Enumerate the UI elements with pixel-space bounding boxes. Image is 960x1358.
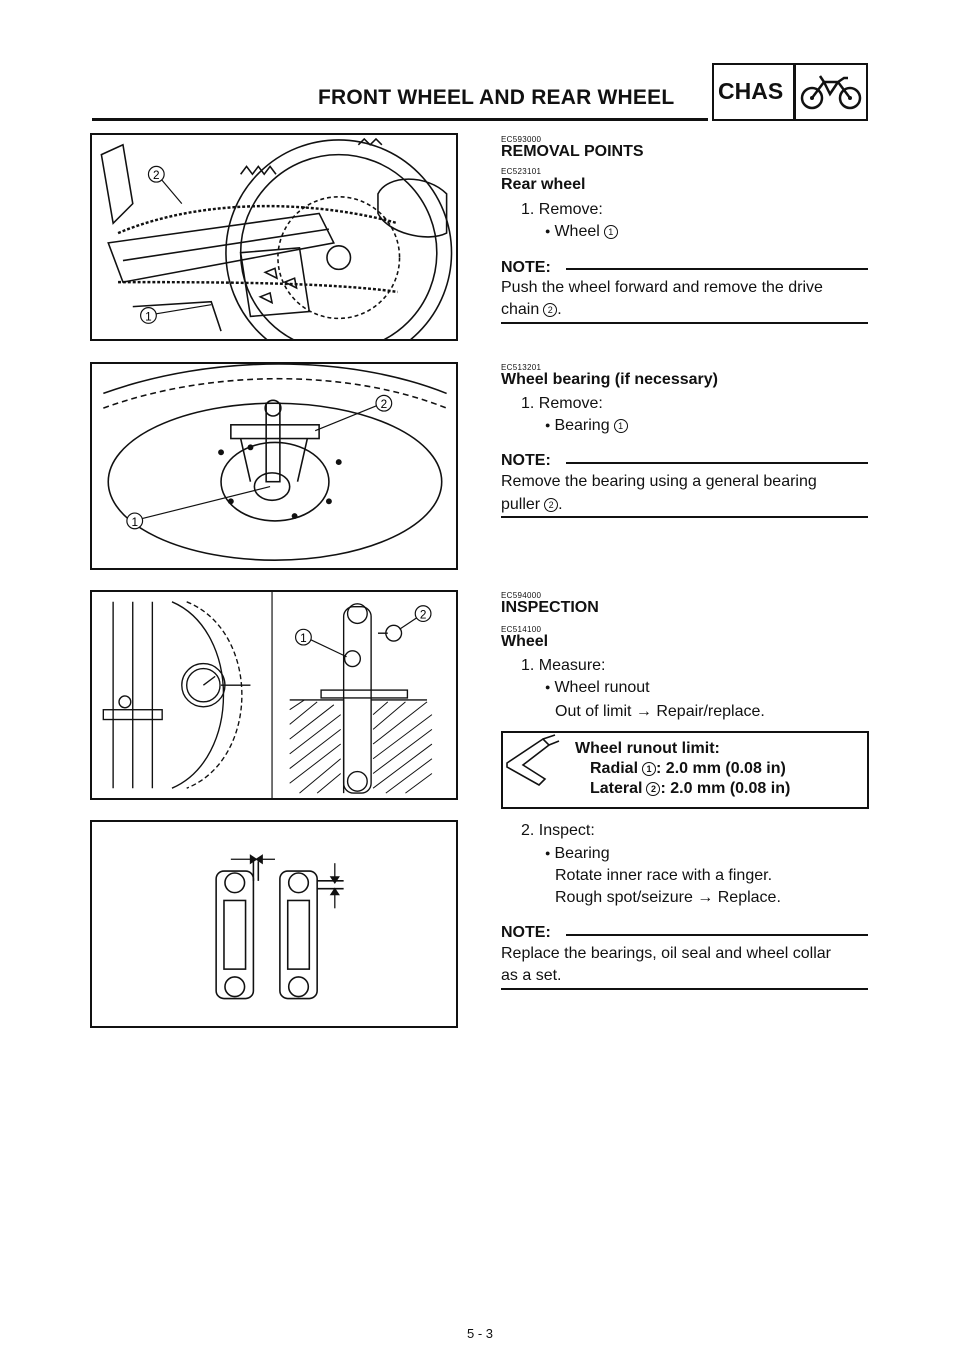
section-heading: INSPECTION xyxy=(501,599,599,616)
section-heading: REMOVAL POINTS xyxy=(501,143,644,160)
callout-1: 1 xyxy=(300,632,307,646)
subsection-code: EC514100 xyxy=(501,625,542,634)
note-label: NOTE: xyxy=(501,924,551,941)
figure-runout-measurement xyxy=(90,590,458,800)
note-rule xyxy=(566,462,868,464)
note-text: chain 2 . xyxy=(501,301,562,318)
spec-lateral: Lateral 2 : 2.0 mm (0.08 in) xyxy=(590,780,791,797)
spec-radial: Radial 1 : 2.0 mm (0.08 in) xyxy=(590,760,786,777)
header-rule xyxy=(92,118,708,121)
note-text: puller 2 . xyxy=(501,496,563,513)
callout-2: 2 xyxy=(380,398,388,412)
step-result: Out of limit → Repair/replace. xyxy=(555,703,765,720)
callout-1: 1 xyxy=(145,310,152,324)
note-rule xyxy=(566,268,868,270)
note-end-rule xyxy=(501,516,868,518)
caliper-icon xyxy=(503,733,561,807)
figure-rear-wheel-removal xyxy=(90,133,458,341)
step-text: 1. Remove: xyxy=(521,395,603,412)
step-item: ● Bearing 1 xyxy=(545,417,628,435)
step-result: Rotate inner race with a finger. xyxy=(555,867,773,884)
figure-bearing-puller xyxy=(90,362,458,570)
spec-title: Wheel runout limit: xyxy=(575,740,720,757)
subsection-heading: Wheel bearing (if necessary) xyxy=(501,371,718,388)
note-rule xyxy=(566,934,868,936)
step-text: 2. Inspect: xyxy=(521,822,595,839)
note-text: Replace the bearings, oil seal and wheel collar xyxy=(501,945,831,962)
note-text: as a set. xyxy=(501,967,562,984)
step-item: ● Wheel runout xyxy=(545,679,650,697)
page-title: FRONT WHEEL AND REAR WHEEL xyxy=(318,86,675,109)
section-code: EC594000 xyxy=(501,591,542,600)
note-text: Remove the bearing using a general bearing xyxy=(501,473,817,490)
callout-2: 2 xyxy=(153,169,160,183)
step-item: ● Bearing xyxy=(545,845,610,863)
subsection-code: EC513201 xyxy=(501,363,542,372)
section-code: CHAS xyxy=(718,78,784,104)
step-item: ● Wheel 1 xyxy=(545,223,618,241)
note-label: NOTE: xyxy=(501,259,551,276)
step-text: 1. Measure: xyxy=(521,657,606,674)
step-text: 1. Remove: xyxy=(521,201,603,218)
note-end-rule xyxy=(501,988,868,990)
note-end-rule xyxy=(501,322,868,324)
subsection-heading: Rear wheel xyxy=(501,176,586,193)
subsection-heading: Wheel xyxy=(501,633,549,650)
subsection-code: EC523101 xyxy=(501,167,542,176)
note-text: Push the wheel forward and remove the drive xyxy=(501,279,823,296)
page-number: 5 - 3 xyxy=(466,1326,493,1341)
note-label: NOTE: xyxy=(501,452,551,469)
step-result: Rough spot/seizure → Replace. xyxy=(555,889,781,906)
section-badge-divider xyxy=(793,63,796,121)
section-code: EC593000 xyxy=(501,135,542,144)
callout-2: 2 xyxy=(419,608,427,622)
figure-bearing-inspection xyxy=(90,820,458,1028)
callout-1: 1 xyxy=(131,515,139,529)
motorcycle-icon xyxy=(798,68,864,116)
